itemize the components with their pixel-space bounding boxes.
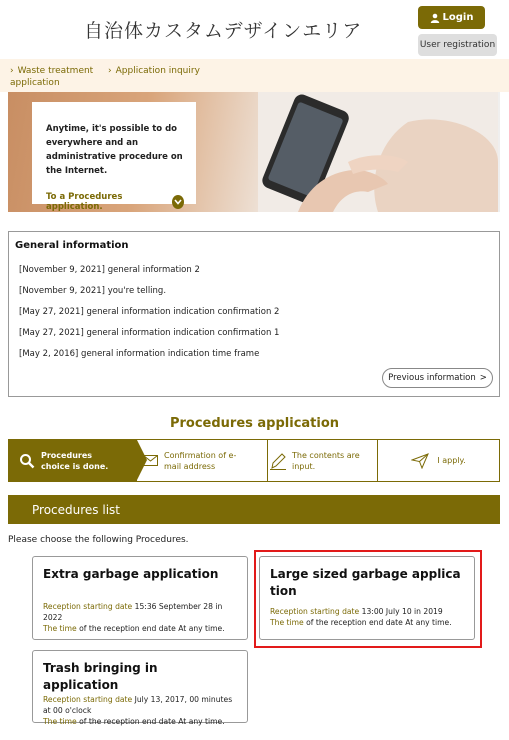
breadcrumb-item-application-inquiry[interactable]: › Application inquiry <box>108 66 200 76</box>
user-icon <box>430 13 440 23</box>
info-item[interactable]: [May 27, 2021] general information indication confirmation 2 <box>19 307 280 317</box>
step-label: Procedures choice is done. <box>41 450 109 471</box>
procedure-steps <box>8 439 500 482</box>
search-icon <box>19 453 35 469</box>
breadcrumb <box>0 59 509 92</box>
smartphone-photo <box>258 92 498 212</box>
hero-text: Anytime, it's possible to do everywhere and an administrative procedure on the Internet. <box>46 124 183 176</box>
card-title: Trash bringing in application <box>43 661 158 692</box>
procedures-application-link[interactable] <box>46 192 184 212</box>
info-item[interactable]: [May 2, 2016] general information indication time frame <box>19 349 260 359</box>
procedures-list-header: Procedures list <box>8 495 500 524</box>
step-choose-procedure <box>9 440 137 481</box>
procedure-card-trash-bringing[interactable] <box>32 650 248 726</box>
site-header <box>0 0 509 58</box>
hero-card <box>32 102 196 212</box>
step-input-contents <box>267 440 375 481</box>
info-item[interactable]: [November 9, 2021] general information 2 <box>19 265 200 275</box>
info-item[interactable]: [May 27, 2021] general information indication confirmation 1 <box>19 328 280 338</box>
procedures-application-heading: Procedures application <box>169 416 340 431</box>
chevron-right-icon: › <box>108 66 112 76</box>
general-information-panel <box>8 231 500 397</box>
chevron-down-icon <box>172 195 184 209</box>
login-label: Login <box>442 12 474 23</box>
card-title: Extra garbage application <box>43 567 219 581</box>
step-label: The contents are input. <box>292 450 360 471</box>
selection-highlight <box>254 550 482 648</box>
pencil-icon <box>270 452 286 470</box>
mail-icon <box>143 455 158 466</box>
procedures-list-intro: Please choose the following Procedures. <box>8 535 189 545</box>
login-button[interactable] <box>418 6 485 29</box>
chevron-right-icon: › <box>10 66 14 76</box>
breadcrumb-item-waste-treatment[interactable]: › Waste treatment application <box>10 66 94 88</box>
step-label: Confirmation of e-mail address <box>164 450 237 471</box>
previous-information-button[interactable] <box>382 368 493 388</box>
procedure-card-extra-garbage[interactable] <box>32 556 248 640</box>
info-item[interactable]: [November 9, 2021] you're telling. <box>19 286 167 296</box>
step-confirm-email <box>141 440 253 481</box>
hero-link-label: To a Procedures application. <box>46 192 123 212</box>
card-info: Reception starting date 13:00 July 10 in 2019 The time of the reception end date At any time. <box>270 607 452 627</box>
step-apply <box>377 440 499 481</box>
card-title: Large sized garbage application <box>270 567 461 598</box>
card-info: Reception starting date July 13, 2017, 00 minutes at 00 o'clock The time of the reception end date At any time. <box>43 695 233 726</box>
step-label: I apply. <box>437 456 466 465</box>
card-info: Reception starting date 15:36 September 28 in 2022 The time of the reception end date At any time. <box>43 602 225 633</box>
general-information-list <box>19 264 279 369</box>
site-title: 自治体カスタムデザインエリア <box>84 20 363 42</box>
hero-banner <box>8 92 500 212</box>
user-registration-button[interactable]: User registration <box>418 34 497 56</box>
chevron-right-icon: > <box>479 373 487 383</box>
general-information-title: General information <box>15 240 129 251</box>
previous-information-label: Previous information <box>388 373 476 383</box>
send-icon <box>411 453 429 469</box>
